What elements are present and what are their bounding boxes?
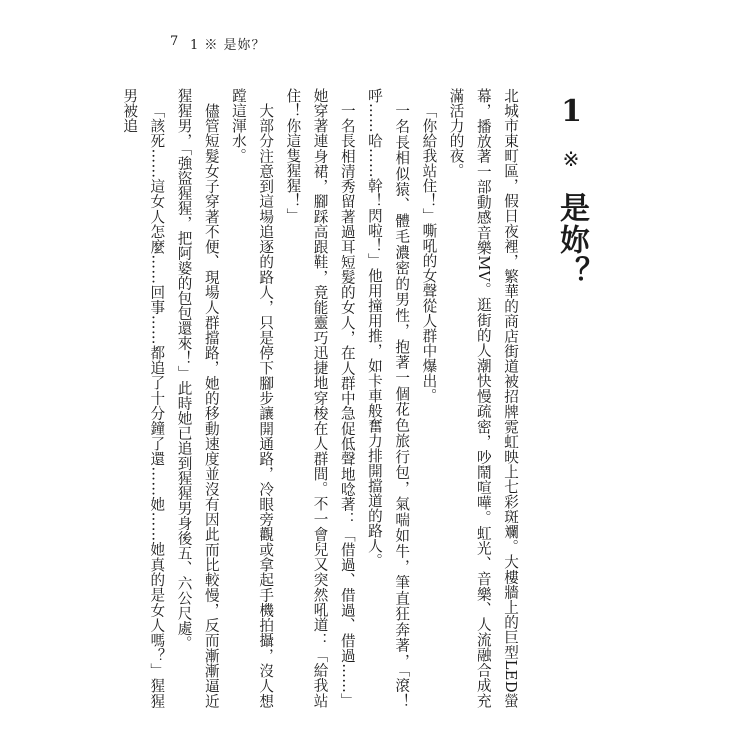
chapter-body bbox=[116, 88, 524, 708]
page-header bbox=[0, 0, 750, 80]
paragraph-3: 一名長相似猿、體毛濃密的男性，抱著一個花色旅行包，氣喘如牛，筆直狂奔著，「滾！呼……哈……幹！閃啦！」他用撞用推，如卡車般奮力排開擋道的路人。 bbox=[365, 88, 411, 708]
paragraph-1: 北城市東町區，假日夜裡，繁華的商店街道被招牌霓虹映上七彩斑斕。大樓牆上的巨型LED螢幕，播放著一部動感音樂MV。逛街的人潮快慢疏密，吵鬧喧嘩。虹光、音樂、人流融合成充滿活力的夜。 bbox=[447, 88, 519, 708]
running-head: 1 ※ 是妳？ bbox=[190, 38, 266, 53]
paragraph-6: 儘管短髮女子穿著不便、現場人群擋路，她的移動速度並沒有因此而比較慢，反而漸漸逼近猩猩男，「強盜猩猩，把阿婆的包包還來！」此時她已追到猩猩男身後五、六公尺處。 bbox=[175, 88, 220, 708]
paragraph-5: 大部分注意到這場追逐的路人，只是停下腳步讓開通路，冷眼旁觀或拿起手機拍攝，沒人想蹚這渾水。 bbox=[229, 88, 275, 708]
paragraph-7: 「該死……這女人怎麼……回事……都追了十分鐘了還……她……她真的是女人嗎？」猩猩男被追 bbox=[121, 88, 166, 708]
chapter-ornament: ※ bbox=[559, 147, 583, 174]
paragraph-2: 「你給我站住！」嘶吼的女聲從人群中爆出。 bbox=[420, 102, 438, 403]
chapter-title bbox=[552, 88, 590, 708]
paragraph-4: 一名長相清秀留著過耳短髮的女人，在人群中急促低聲地唸著：「借過、借過、借過……」她穿著連身裙，腳踩高跟鞋，竟能靈巧迅捷地穿梭在人群間。不一會兒又突然吼道：「給我站住！你這隻猩猩！」 bbox=[284, 88, 356, 708]
vertical-text-body bbox=[116, 88, 590, 708]
chapter-title-text: 是妳？ bbox=[554, 191, 589, 288]
page-number: 7 bbox=[170, 34, 180, 49]
chapter-number: 1 bbox=[554, 94, 589, 131]
